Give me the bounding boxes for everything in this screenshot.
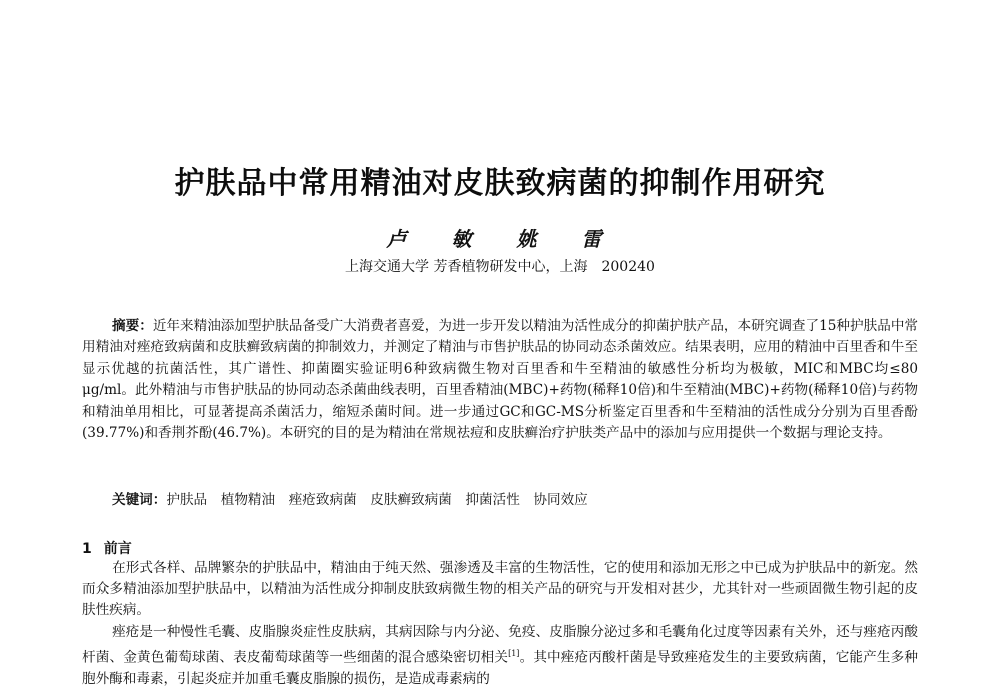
paragraph — [82, 622, 918, 690]
section-number: 1 — [82, 541, 92, 557]
paragraph-text-tail: 。其中痤疮丙酸杆菌是导致痤疮发生的主要致病菌，它能产生多种胞外酶和毒素，引起炎症并加重毛囊皮脂腺的损伤，是造成毒素病的 — [82, 649, 919, 687]
abstract-text: 近年来精油添加型护肤品备受广大消费者喜爱，为进一步开发以精油为活性成分的抑菌护肤产品，本研究调查了15种护肤品中常用精油对痤疮致病菌和皮肤癣致病菌的抑制效力，并测定了精油与市售护肤品的协同动态杀菌效应。结果表明，应用的精油中百里香和牛至显示优越的抗菌活性，其广谱性、抑菌圈实验证明6种致病微生物对百里香和牛至精油的敏感性分析均为极敏，MIC和MBC均≤80 μg/ml。此外精油与市售护肤品的协同动态杀菌曲线表明，百里香精油(MBC)+药物(稀释10倍)和牛至精油(MBC)+药物(稀释10倍)与药物和精油单用相比，可显著提高杀菌活力，缩短杀菌时间。进一步通过GC和GC-MS分析鉴定百里香和牛至精油的活性成分分别为百里香酚(39.77%)和香荆芥酚(46.7%)。本研究的目的是为精油在常规祛痘和皮肤癣治疗护肤类产品中的添加与应用提供一个数据与理论支持。 — [82, 318, 919, 442]
abstract-block — [82, 316, 918, 444]
paper-affiliation: 上海交通大学 芳香植物研发中心，上海 200240 — [345, 259, 655, 275]
abstract-label: 摘要： — [112, 318, 153, 334]
citation-ref: [1] — [508, 649, 520, 658]
keywords-text: 护肤品 植物精油 痤疮致病菌 皮肤癣致病菌 抑菌活性 协同效应 — [166, 492, 588, 508]
keywords-label: 关键词： — [112, 492, 167, 508]
keywords-block — [112, 490, 918, 511]
paragraph-text: 在形式各样、品牌繁杂的护肤品中，精油由于纯天然、强渗透及丰富的生物活性，它的使用和添加无形之中已成为护肤品中的新宠。然而众多精油添加型护肤品中，以精油为活性成分抑制皮肤致病微生物的相关产品的研究与开发相对甚少，尤其针对一些顽固微生物引起的皮肤性疾病。 — [82, 560, 918, 618]
section-title: 前言 — [103, 541, 132, 557]
paragraph — [82, 558, 918, 621]
paper-title: 护肤品中常用精油对皮肤致病菌的抑制作用研究 — [174, 166, 826, 201]
paragraph-text: 痤疮是一种慢性毛囊、皮脂腺炎症性皮肤病，其病因除与内分泌、免疫、皮脂腺分泌过多和毛囊角化过度等因素有关外，还与痤疮丙酸杆菌、金黄色葡萄球菌、表皮葡萄球菌等一些细菌的混合感染密切相关 — [82, 624, 918, 666]
section-heading-introduction — [82, 538, 132, 558]
introduction-body — [82, 558, 918, 690]
paper-authors: 卢 敏 姚 雷 — [386, 227, 614, 251]
